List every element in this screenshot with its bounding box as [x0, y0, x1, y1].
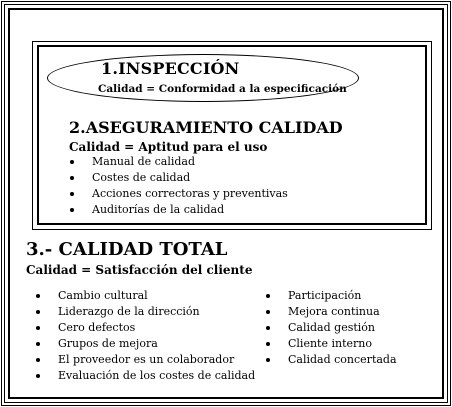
bullet-icon: [266, 294, 270, 298]
assurance-title: 2.ASEGURAMIENTO CALIDAD: [69, 118, 343, 137]
bullet-icon: [36, 326, 40, 330]
bullet-icon: [36, 294, 40, 298]
bullet-icon: [70, 192, 74, 196]
bullet-icon: [36, 310, 40, 314]
total-quality-title: 3.- CALIDAD TOTAL: [26, 239, 228, 260]
inspection-subtitle: Calidad = Conformidad a la especificación: [98, 83, 347, 95]
bullet-icon: [36, 342, 40, 346]
bullet-icon: [70, 176, 74, 180]
bullet-icon: [266, 342, 270, 346]
bullet-icon: [70, 208, 74, 212]
bullet-icon: [266, 310, 270, 314]
bullet-icon: [70, 160, 74, 164]
bullet-icon: [266, 358, 270, 362]
bullet-icon: [36, 374, 40, 378]
bullet-icon: [266, 326, 270, 330]
total-quality-subtitle: Calidad = Satisfacción del cliente: [26, 263, 253, 277]
assurance-subtitle: Calidad = Aptitud para el uso: [69, 140, 268, 154]
bullet-icon: [36, 358, 40, 362]
inspection-title: 1.INSPECCIÓN: [101, 59, 240, 78]
